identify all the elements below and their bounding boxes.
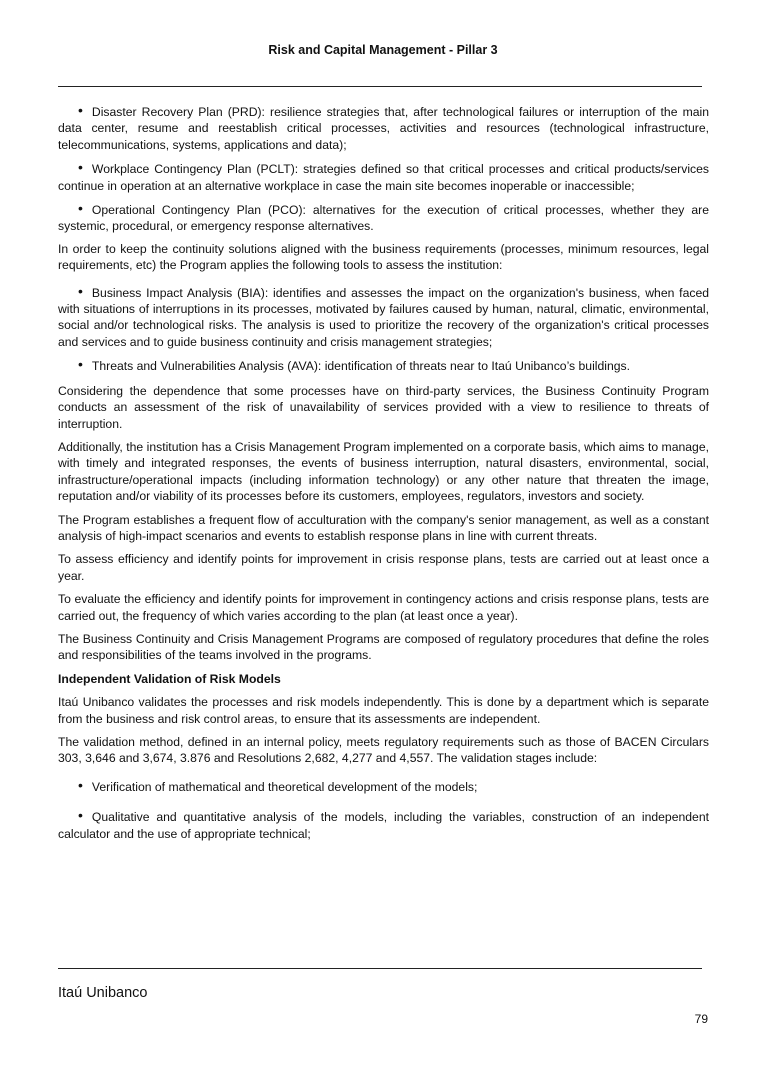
bullet-icon: •	[78, 159, 83, 176]
bullet-item	[58, 201, 709, 235]
paragraph: Additionally, the institution has a Crisis Management Program implemented on a corporate basis, which aims to manage, with timely and integrated responses, the events of business interruption, natural disasters, environmental, social, infrastructure/operational impacts (including information technology) or any other nature that threaten the image, reputation and/or viability of its processes before its customers, employees, regulators, investors and society.	[58, 439, 709, 504]
bullet-icon: •	[78, 102, 83, 118]
paragraph: The Business Continuity and Crisis Management Programs are composed of regulatory procedures that define the roles and responsibilities of the teams involved in the programs.	[58, 631, 709, 663]
bullet-text: Business Impact Analysis (BIA): identifies and assesses the impact on the organization's business, when faced with situations of interruptions in its processes, motivated by failures caused by human, natural, climatic, environmental, social and/or technological risks. The analysis is used to prioritize the recovery of the organization's critical processes and services and to guide business continuity and crisis management strategies;	[58, 285, 709, 349]
document-body	[58, 103, 709, 849]
bullet-item	[58, 103, 709, 153]
bullet-icon: •	[78, 356, 83, 373]
paragraph: Itaú Unibanco validates the processes and risk models independently. This is done by a department which is separate from the business and risk control areas, to ensure that its assessments are independent.	[58, 695, 709, 726]
bullet-item	[58, 357, 709, 374]
bullet-item	[58, 778, 709, 795]
bullet-icon: •	[78, 282, 83, 299]
bullet-icon: •	[78, 776, 83, 793]
footer-company-name: Itaú Unibanco	[58, 985, 148, 1001]
bullet-text: Operational Contingency Plan (PCO): alternatives for the execution of critical processes, whether they are systemic, procedural, or emergency response alternatives.	[58, 203, 709, 234]
bullet-icon: •	[78, 200, 83, 217]
paragraph: The validation method, defined in an internal policy, meets regulatory requirements such as those of BACEN Circulars 303, 3,646 and 3,674, 3.876 and Resolutions 2,682, 4,277 and 4,557. The validation stages include:	[58, 735, 709, 766]
bullet-text: Qualitative and quantitative analysis of the models, including the variables, construction of an independent calculator and the use of appropriate technical;	[58, 810, 709, 841]
bullet-item	[58, 808, 709, 842]
page-header-title: Risk and Capital Management - Pillar 3	[268, 43, 498, 57]
paragraph: To assess efficiency and identify points for improvement in crisis response plans, tests are carried out at least once a year.	[58, 552, 709, 583]
page-number: 79	[694, 1012, 708, 1026]
paragraph: In order to keep the continuity solutions aligned with the business requirements (processes, minimum resources, legal requirements, etc) the Program applies the following tools to assess the institution:	[58, 241, 709, 273]
bullet-item	[58, 284, 709, 351]
bullet-text: Threats and Vulnerabilities Analysis (AVA): identification of threats near to Itaú Unibanco’s buildings.	[91, 359, 631, 374]
header-divider	[58, 86, 702, 87]
footer-divider	[58, 968, 702, 969]
section-heading: Independent Validation of Risk Models	[58, 671, 281, 686]
bullet-icon: •	[78, 807, 83, 824]
bullet-text: Verification of mathematical and theoretical development of the models;	[91, 779, 478, 794]
bullet-text: Disaster Recovery Plan (PRD): resilience strategies that, after technological failures or interruption of the main data center, resume and reestablish critical processes, activities and resources (technological infrastructure, telecommunications, systems, applications and data);	[58, 105, 709, 152]
paragraph: To evaluate the efficiency and identify points for improvement in contingency actions and crisis response plans, tests are carried out, the frequency of which varies according to the plan (at least once a year).	[58, 592, 709, 623]
paragraph: Considering the dependence that some processes have on third-party services, the Business Continuity Program conducts an assessment of the risk of unavailability of services provided with a view to resilience to threats of interruption.	[58, 383, 709, 431]
bullet-text: Workplace Contingency Plan (PCLT): strategies defined so that critical processes and critical products/services continue in operation at an alternative workplace in case the main site becomes inoperable or inaccessible;	[58, 162, 709, 193]
paragraph: The Program establishes a frequent flow of acculturation with the company's senior management, as well as a constant analysis of high-impact scenarios and events to establish response plans in line with current threats.	[58, 512, 709, 543]
bullet-item	[58, 160, 709, 194]
